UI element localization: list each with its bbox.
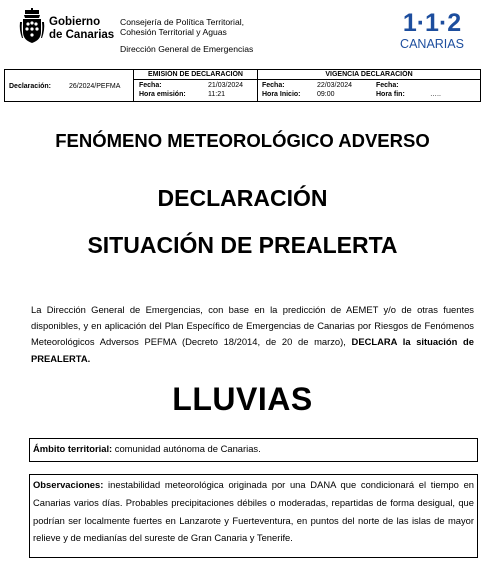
inicio-fecha-value: 22/03/2024	[317, 82, 353, 89]
declaration-info-table	[4, 69, 481, 102]
fin-hora-value: …..	[430, 91, 441, 98]
emision-hora-label: Hora emisión:	[139, 91, 186, 98]
paragraph-intro: La Dirección General de Emergencias, con base en la predicción de AEMET y/o de otras fuentes disponibles, y en aplicación del Plan Específico de Emergencias de Canarias por Riesgos de Fenómenos Meteorológicos Adversos PEFMA (Decreto 18/2014, de 20 de marzo),	[31, 304, 474, 348]
inicio-fecha-label: Fecha:	[262, 82, 285, 89]
vigencia-header: VIGENCIA DECLARACIÓN	[258, 70, 480, 80]
ambito-label: Ámbito territorial:	[33, 443, 113, 454]
declaracion-title: DECLARACIÓN	[157, 185, 328, 211]
emision-cell	[134, 70, 258, 101]
paragraph-bold: DECLARA la situación de PREALERTA.	[31, 336, 474, 364]
observaciones-label: Observaciones:	[33, 479, 104, 490]
declaracion-value: 26/2024/PEFMA	[69, 83, 121, 90]
ambito-value: comunidad autónoma de Canarias.	[112, 443, 261, 454]
logo-112-canarias	[399, 6, 465, 51]
declaracion-label: Declaración:	[9, 83, 52, 90]
logo-112-number: 1·1·2	[402, 9, 462, 37]
phenomenon-type: LLUVIAS	[172, 381, 313, 417]
inicio-hora-value: 09:00	[317, 91, 335, 98]
logo-112-canarias-text: CANARIAS	[400, 37, 464, 51]
consejeria-line2: Cohesión Territorial y Aguas	[120, 26, 227, 37]
emision-header: EMISIÓN DE DECLARACIÓN	[134, 70, 257, 80]
fin-fecha-label: Fecha:	[376, 82, 399, 89]
observaciones-value: inestabilidad meteorológica originada por una DANA que condicionará el tiempo en Canarias varios días. Probables precipitaciones débiles o moderadas, repartidas de forma desigual, que podrían ser localmente fuertes en Lanzarote y Fuerteventura, en puntos del norte de las islas de mayor relieve y de medianías del sureste de Gran Canaria y Tenerife.	[33, 479, 474, 544]
vigencia-cell	[258, 70, 480, 101]
ambito-territorial-box	[29, 438, 478, 462]
fenomeno-title: FENÓMENO METEOROLÓGICO ADVERSO	[55, 130, 430, 151]
org-name-line2: de Canarias	[49, 28, 115, 41]
consejeria	[120, 18, 244, 37]
situacion-title: SITUACIÓN DE PREALERTA	[87, 232, 398, 258]
fin-hora-label: Hora fin:	[376, 91, 405, 98]
declaration-paragraph	[31, 302, 474, 367]
direccion-general: Dirección General de Emergencias	[120, 44, 254, 54]
consejeria-line1: Consejería de Política Territorial,	[120, 17, 245, 27]
emision-hora-value: 11:21	[208, 91, 225, 98]
inicio-hora-label: Hora Inicio:	[262, 91, 301, 98]
gobierno-canarias-coat-of-arms-icon	[19, 8, 45, 44]
declaracion-cell	[5, 70, 134, 101]
observaciones-box	[29, 474, 478, 558]
org-name	[49, 16, 114, 41]
emision-fecha-label: Fecha:	[139, 82, 162, 89]
emision-fecha-value: 21/03/2024	[208, 82, 244, 89]
org-name-line1: Gobierno	[49, 16, 101, 28]
